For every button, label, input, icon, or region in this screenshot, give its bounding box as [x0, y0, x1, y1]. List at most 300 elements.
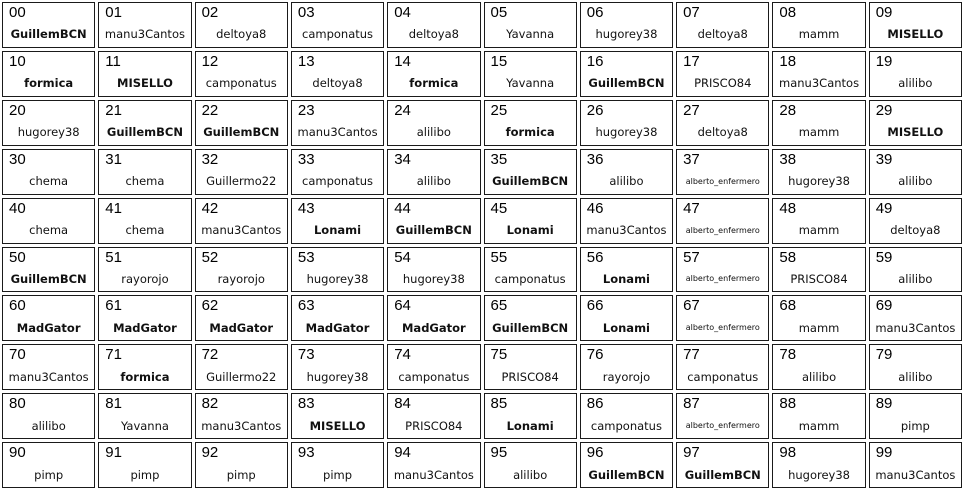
cell-number: 30 — [9, 150, 26, 168]
cell-username: MISELLO — [117, 76, 173, 91]
cell-username: manu3Cantos — [875, 467, 956, 482]
cell-username: manu3Cantos — [875, 320, 956, 335]
cell-number: 86 — [586, 395, 604, 413]
cell-number: 09 — [875, 4, 893, 21]
cell-number: 54 — [394, 248, 411, 266]
grid-cell — [869, 393, 962, 439]
grid-cell — [580, 198, 673, 244]
cell-number: 64 — [394, 297, 411, 315]
cell-number: 94 — [394, 444, 411, 462]
grid-cell — [580, 393, 673, 439]
cell-username: GuillemBCN — [588, 467, 665, 482]
cell-username: hugorey38 — [595, 27, 658, 42]
cell-number: 63 — [297, 297, 315, 315]
cell-number: 34 — [394, 150, 411, 168]
grid-cell — [676, 149, 769, 195]
cell-number: 83 — [297, 395, 315, 413]
cell-username: hugorey38 — [788, 174, 850, 189]
cell-username: alberto_enfermero — [685, 225, 760, 235]
cell-number: 14 — [394, 52, 411, 70]
cell-username: mamm — [798, 125, 840, 140]
cell-username: GuillemBCN — [684, 467, 761, 482]
grid-cell — [291, 100, 384, 146]
cell-number: 50 — [9, 248, 26, 266]
cell-number: 87 — [683, 395, 700, 413]
cell-username: formica — [120, 369, 170, 384]
grid-cell — [676, 344, 769, 390]
grid-cell — [484, 393, 577, 439]
cell-username: alberto_enfermero — [685, 421, 760, 431]
cell-username: GuillemBCN — [10, 27, 87, 42]
cell-username: alberto_enfermero — [685, 323, 760, 333]
grid-cell — [2, 344, 95, 390]
grid-cell — [387, 198, 480, 244]
cell-username: mamm — [798, 27, 840, 42]
grid-cell — [291, 442, 384, 488]
grid-cell — [869, 344, 962, 390]
cell-username: manu3Cantos — [201, 418, 282, 433]
cell-number: 59 — [875, 248, 893, 266]
cell-number: 41 — [105, 199, 122, 217]
cell-username: alilibo — [416, 125, 451, 140]
grid-cell — [98, 198, 191, 244]
grid-cell — [387, 2, 480, 48]
cell-number: 24 — [394, 101, 411, 119]
cell-number: 92 — [201, 444, 219, 462]
grid-cell — [195, 295, 288, 341]
cell-number: 48 — [779, 199, 797, 217]
grid-cell — [580, 100, 673, 146]
grid-cell — [291, 198, 384, 244]
cell-username: MadGator — [113, 320, 177, 335]
grid-cell — [2, 198, 95, 244]
grid-cell — [580, 2, 673, 48]
cell-number: 15 — [490, 52, 508, 70]
cell-username: GuillemBCN — [492, 320, 569, 335]
grid-cell — [387, 51, 480, 97]
cell-username: MadGator — [401, 320, 466, 335]
cell-number: 51 — [105, 248, 122, 266]
cell-username: alilibo — [898, 174, 933, 189]
cell-number: 89 — [875, 395, 893, 413]
grid-cell — [484, 51, 577, 97]
cell-username: chema — [125, 223, 165, 237]
grid-cell — [387, 344, 480, 390]
cell-number: 31 — [105, 150, 122, 168]
cell-username: chema — [29, 174, 69, 189]
grid-cell — [291, 2, 384, 48]
cell-number: 08 — [779, 4, 797, 21]
cell-number: 95 — [490, 444, 508, 462]
grid-cell — [869, 2, 962, 48]
grid-cell — [2, 295, 95, 341]
grid-cell — [869, 100, 962, 146]
grid-cell — [195, 51, 288, 97]
grid-cell — [676, 51, 769, 97]
cell-username: rayorojo — [217, 271, 265, 286]
cell-number: 42 — [201, 199, 219, 217]
grid-cell — [484, 344, 577, 390]
cell-number: 37 — [683, 150, 700, 168]
cell-username: camponatus — [494, 271, 566, 286]
cell-number: 00 — [9, 4, 26, 21]
cell-number: 45 — [490, 199, 508, 217]
cell-username: PRISCO84 — [501, 369, 559, 384]
cell-number: 22 — [201, 101, 219, 119]
cell-username: hugorey38 — [306, 271, 369, 286]
cell-number: 60 — [9, 297, 26, 315]
cell-username: manu3Cantos — [297, 125, 378, 140]
cell-username: GuillemBCN — [203, 125, 280, 140]
grid-cell — [195, 442, 288, 488]
grid-cell — [484, 198, 577, 244]
grid-cell — [484, 149, 577, 195]
grid-cell — [195, 393, 288, 439]
cell-number: 32 — [201, 150, 219, 168]
grid-cell — [291, 247, 384, 293]
grid-cell — [387, 247, 480, 293]
grid-cell — [772, 51, 865, 97]
cell-number: 27 — [683, 101, 700, 119]
cell-number: 80 — [9, 395, 26, 413]
grid-cell — [291, 149, 384, 195]
grid-cell — [484, 2, 577, 48]
grid-cell — [676, 2, 769, 48]
cell-number: 33 — [297, 150, 315, 168]
grid-cell — [98, 247, 191, 293]
grid-cell — [195, 247, 288, 293]
cell-username: GuillemBCN — [10, 271, 87, 286]
grid-cell — [98, 51, 191, 97]
grid-cell — [98, 393, 191, 439]
cell-number: 46 — [586, 199, 604, 217]
cell-number: 78 — [779, 346, 797, 364]
cell-username: camponatus — [687, 369, 759, 384]
cell-username: alilibo — [898, 271, 933, 286]
cell-number: 62 — [201, 297, 219, 315]
cell-number: 58 — [779, 248, 797, 266]
cell-username: manu3Cantos — [104, 27, 185, 42]
grid-cell — [484, 295, 577, 341]
cell-username: Yavanna — [506, 27, 555, 42]
grid-cell — [869, 198, 962, 244]
cell-number: 03 — [297, 4, 315, 21]
grid-cell — [580, 149, 673, 195]
cell-username: alilibo — [898, 76, 933, 91]
cell-username: rayorojo — [602, 369, 651, 384]
cell-username: pimp — [34, 467, 64, 482]
cell-username: MISELLO — [887, 125, 944, 140]
grid-cell — [195, 149, 288, 195]
grid-cell — [98, 149, 191, 195]
cell-number: 05 — [490, 4, 508, 21]
grid-cell — [2, 442, 95, 488]
cell-username: hugorey38 — [788, 467, 850, 482]
cell-number: 40 — [9, 199, 26, 217]
cell-username: rayorojo — [121, 271, 169, 286]
grid-cell — [98, 442, 191, 488]
cell-number: 11 — [105, 52, 121, 70]
grid-cell — [676, 100, 769, 146]
cell-number: 10 — [9, 52, 26, 70]
grid-cell — [869, 442, 962, 488]
cell-number: 20 — [9, 101, 26, 119]
grid-cell — [580, 295, 673, 341]
grid-cell — [676, 442, 769, 488]
cell-username: pimp — [130, 467, 160, 482]
grid-cell — [387, 100, 480, 146]
cell-username: GuillemBCN — [492, 174, 569, 189]
cell-number: 28 — [779, 101, 797, 119]
cell-number: 12 — [201, 52, 219, 70]
cell-username: MadGator — [16, 320, 81, 335]
cell-username: chema — [29, 223, 69, 237]
cell-number: 26 — [586, 101, 604, 119]
cell-username: manu3Cantos — [393, 467, 474, 482]
cell-number: 90 — [9, 444, 26, 462]
grid-cell — [676, 393, 769, 439]
cell-username: hugorey38 — [306, 369, 369, 384]
cell-number: 98 — [779, 444, 797, 462]
cell-username: camponatus — [302, 174, 374, 189]
grid-cell — [484, 442, 577, 488]
cell-number: 68 — [779, 297, 797, 315]
cell-username: camponatus — [398, 369, 470, 384]
cell-username: alilibo — [801, 369, 837, 384]
grid-cell — [772, 2, 865, 48]
grid-cell — [580, 344, 673, 390]
cell-username: formica — [24, 76, 74, 91]
cell-number: 23 — [297, 101, 315, 119]
cell-username: pimp — [323, 467, 353, 482]
cell-number: 76 — [586, 346, 604, 364]
cell-number: 67 — [683, 297, 700, 315]
grid-cell — [2, 149, 95, 195]
cell-username: chema — [125, 174, 165, 189]
cell-username: manu3Cantos — [8, 369, 89, 384]
cell-number: 93 — [297, 444, 315, 462]
cell-number: 35 — [490, 150, 508, 168]
cell-number: 84 — [394, 395, 411, 413]
cell-number: 91 — [105, 444, 122, 462]
cell-number: 55 — [490, 248, 508, 266]
grid-cell — [195, 100, 288, 146]
grid-cell — [676, 198, 769, 244]
grid-cell — [98, 344, 191, 390]
cell-number: 73 — [297, 346, 315, 364]
cell-number: 66 — [586, 297, 604, 315]
cell-username: mamm — [798, 223, 840, 237]
cell-number: 79 — [875, 346, 893, 364]
cell-username: Lonami — [602, 320, 650, 335]
grid-cell — [387, 149, 480, 195]
grid-cell — [2, 393, 95, 439]
cell-number: 77 — [683, 346, 700, 364]
cell-number: 01 — [105, 4, 122, 21]
cell-number: 16 — [586, 52, 604, 70]
cell-username: deltoya8 — [697, 125, 748, 140]
grid-cell — [580, 247, 673, 293]
grid-cell — [484, 247, 577, 293]
cell-username: MISELLO — [309, 418, 366, 433]
cell-username: formica — [505, 125, 555, 140]
grid-cell — [772, 442, 865, 488]
cell-username: Yavanna — [120, 418, 169, 433]
cell-username: alilibo — [31, 418, 66, 433]
cell-number: 69 — [875, 297, 893, 315]
cell-number: 49 — [875, 199, 893, 217]
grid-cell — [772, 344, 865, 390]
grid-cell — [98, 2, 191, 48]
cell-username: camponatus — [205, 76, 277, 91]
cell-username: MadGator — [305, 320, 370, 335]
cell-number: 81 — [105, 395, 122, 413]
cell-number: 82 — [201, 395, 219, 413]
cell-username: alilibo — [898, 369, 933, 384]
cell-number: 25 — [490, 101, 508, 119]
grid-cell — [2, 100, 95, 146]
grid-cell — [580, 442, 673, 488]
cell-username: alilibo — [513, 467, 548, 482]
cell-username: formica — [409, 76, 459, 91]
grid-cell — [772, 149, 865, 195]
grid-cell — [869, 149, 962, 195]
grid-cell — [387, 393, 480, 439]
cell-username: GuillemBCN — [395, 223, 472, 237]
cell-username: MISELLO — [887, 27, 944, 42]
grid-cell — [2, 247, 95, 293]
cell-number: 21 — [105, 101, 122, 119]
cell-number: 18 — [779, 52, 797, 70]
cell-number: 72 — [201, 346, 219, 364]
grid-cell — [676, 295, 769, 341]
cell-username: deltoya8 — [216, 27, 267, 42]
cell-username: MadGator — [209, 320, 274, 335]
cell-number: 47 — [683, 199, 700, 217]
grid-cell — [387, 295, 480, 341]
cell-username: deltoya8 — [697, 27, 748, 42]
cell-number: 29 — [875, 101, 893, 119]
grid-cell — [772, 198, 865, 244]
cell-number: 65 — [490, 297, 508, 315]
grid-cell — [291, 51, 384, 97]
cell-username: pimp — [226, 467, 256, 482]
grid-cell — [676, 247, 769, 293]
grid-cell — [291, 295, 384, 341]
grid-cell — [98, 295, 191, 341]
cell-username: hugorey38 — [595, 125, 658, 140]
cell-username: Lonami — [506, 223, 554, 237]
cell-username: GuillemBCN — [588, 76, 665, 91]
grid-cell — [869, 247, 962, 293]
cell-username: GuillemBCN — [106, 125, 183, 140]
cell-username: deltoya8 — [312, 76, 363, 91]
cell-number: 39 — [875, 150, 893, 168]
grid-cell — [195, 344, 288, 390]
cell-number: 85 — [490, 395, 508, 413]
cell-username: deltoya8 — [890, 223, 941, 237]
cell-username: manu3Cantos — [779, 76, 860, 91]
cell-number: 56 — [586, 248, 604, 266]
grid-cell — [869, 51, 962, 97]
cell-number: 38 — [779, 150, 797, 168]
cell-username: hugorey38 — [402, 271, 465, 286]
grid-cell — [772, 100, 865, 146]
grid-cell — [772, 247, 865, 293]
cell-number: 36 — [586, 150, 604, 168]
cell-username: deltoya8 — [408, 27, 459, 42]
cell-number: 07 — [683, 4, 700, 21]
cell-username: Lonami — [506, 418, 554, 433]
cell-username: manu3Cantos — [201, 223, 282, 237]
grid-cell — [484, 100, 577, 146]
cell-number: 52 — [201, 248, 219, 266]
grid-cell — [580, 51, 673, 97]
cell-username: camponatus — [302, 27, 374, 42]
grid-cell — [2, 51, 95, 97]
cell-number: 06 — [586, 4, 604, 21]
cell-username: Guillermo22 — [206, 369, 277, 384]
cell-number: 17 — [683, 52, 700, 70]
cell-number: 13 — [297, 52, 315, 70]
grid-cell — [291, 344, 384, 390]
cell-number: 99 — [875, 444, 893, 462]
cell-number: 70 — [9, 346, 26, 364]
cell-username: camponatus — [590, 418, 662, 433]
grid-cell — [2, 2, 95, 48]
cell-username: PRISCO84 — [405, 418, 463, 433]
cell-number: 61 — [105, 297, 122, 315]
cell-number: 43 — [297, 199, 315, 217]
cell-username: alberto_enfermero — [685, 274, 760, 284]
cell-number: 44 — [394, 199, 411, 217]
cell-username: PRISCO84 — [694, 76, 752, 91]
cell-username: Yavanna — [506, 76, 555, 91]
cell-username: pimp — [900, 418, 930, 433]
grid-cell — [98, 100, 191, 146]
grid-cell — [772, 295, 865, 341]
cell-username: Lonami — [602, 271, 650, 286]
grid-cell — [869, 295, 962, 341]
grid-cell — [291, 393, 384, 439]
cell-number: 57 — [683, 248, 700, 266]
grid-cell — [195, 2, 288, 48]
cell-number: 97 — [683, 444, 700, 462]
cell-number: 02 — [201, 4, 219, 21]
cell-username: hugorey38 — [17, 125, 80, 140]
cell-number: 96 — [586, 444, 604, 462]
cell-number: 19 — [875, 52, 893, 70]
cell-username: manu3Cantos — [586, 223, 667, 237]
cell-number: 74 — [394, 346, 411, 364]
grid-cell — [772, 393, 865, 439]
cell-username: PRISCO84 — [790, 271, 848, 286]
cell-number: 53 — [297, 248, 315, 266]
cell-number: 75 — [490, 346, 508, 364]
cell-username: Lonami — [313, 223, 362, 237]
cell-username: alilibo — [609, 174, 644, 189]
cell-number: 88 — [779, 395, 797, 413]
cell-username: alilibo — [416, 174, 451, 189]
cell-username: mamm — [798, 320, 840, 335]
cell-number: 04 — [394, 4, 411, 21]
cell-username: alberto_enfermero — [685, 176, 760, 186]
cell-username: Guillermo22 — [206, 174, 277, 189]
grid-cell — [195, 198, 288, 244]
cell-username: mamm — [798, 418, 840, 433]
cell-number: 71 — [105, 346, 122, 364]
grid-cell — [387, 442, 480, 488]
